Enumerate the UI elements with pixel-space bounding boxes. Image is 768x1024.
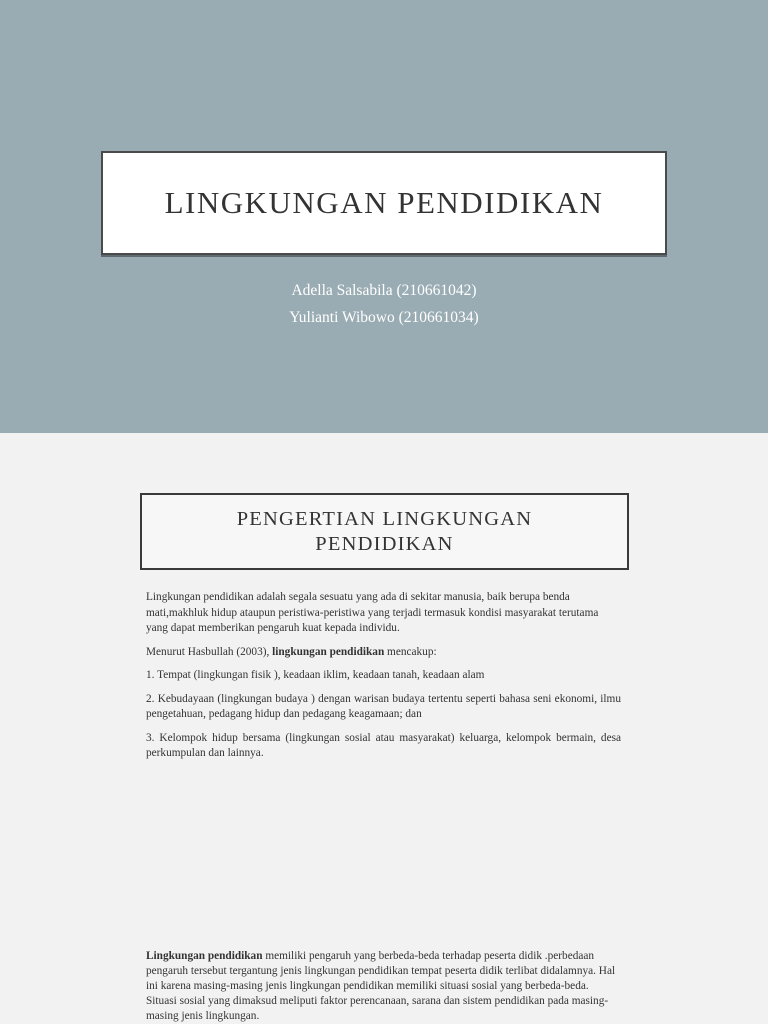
author-name: Yulianti Wibowo (210661034) [289, 309, 479, 326]
title-box [101, 151, 667, 255]
closing-paragraph [146, 949, 616, 1024]
content-slide [0, 433, 768, 1024]
author-list [0, 277, 768, 331]
slide-title: LINGKUNGAN PENDIDIKAN [164, 185, 604, 220]
slide-heading [237, 507, 533, 557]
closing-bold: Lingkungan pendidikan [146, 950, 263, 962]
intro-paragraph [146, 645, 621, 661]
closing-text: memiliki pengaruh yang berbeda-beda terhadap peserta didik .perbedaan pengaruh tersebut tergantung jenis lingkungan pendidikan tempat peserta didik terlibat didalamnya. Hal ini karena masing-masing jenis lingkungan pendidikan memiliki situasi sosial yang berbeda-beda. Situasi sosial yang dimaksud meliputi faktor perencanaan, sarana dan sistem pendidikan pada masing-masing jenis lingkungan. [146, 950, 616, 1022]
body-text [146, 590, 621, 770]
intro-bold: lingkungan pendidikan [272, 645, 385, 658]
list-item: 2. Kebudayaan (lingkungan budaya ) dengan warisan budaya tertentu seperti bahasa seni ekonomi, ilmu pengetahuan, pedagang hidup dan pedagang keagamaan; dan [146, 692, 621, 720]
heading-line: PENGERTIAN LINGKUNGAN [236, 507, 533, 530]
heading-box [140, 493, 629, 570]
definition-paragraph: Lingkungan pendidikan adalah segala sesuatu yang ada di sekitar manusia, baik berupa benda mati,makhluk hidup ataupun peristiwa-peristiwa yang terjadi termasuk kondisi masyarakat terutama yang dapat memberikan pengaruh kuat kepada individu. [146, 591, 599, 634]
title-slide [0, 0, 768, 433]
heading-line: PENDIDIKAN [315, 532, 454, 555]
intro-prefix: Menurut Hasbullah (2003), [146, 645, 273, 658]
intro-suffix: mencakup: [384, 645, 437, 658]
list-item: 3. Kelompok hidup bersama (lingkungan sosial atau masyarakat) keluarga, kelompok bermain, desa perkumpulan dan lainnya. [146, 731, 621, 759]
author-name: Adella Salsabila (210661042) [291, 282, 477, 299]
list-item: 1. Tempat (lingkungan fisik ), keadaan iklim, keadaan tanah, keadaan alam [146, 669, 485, 681]
